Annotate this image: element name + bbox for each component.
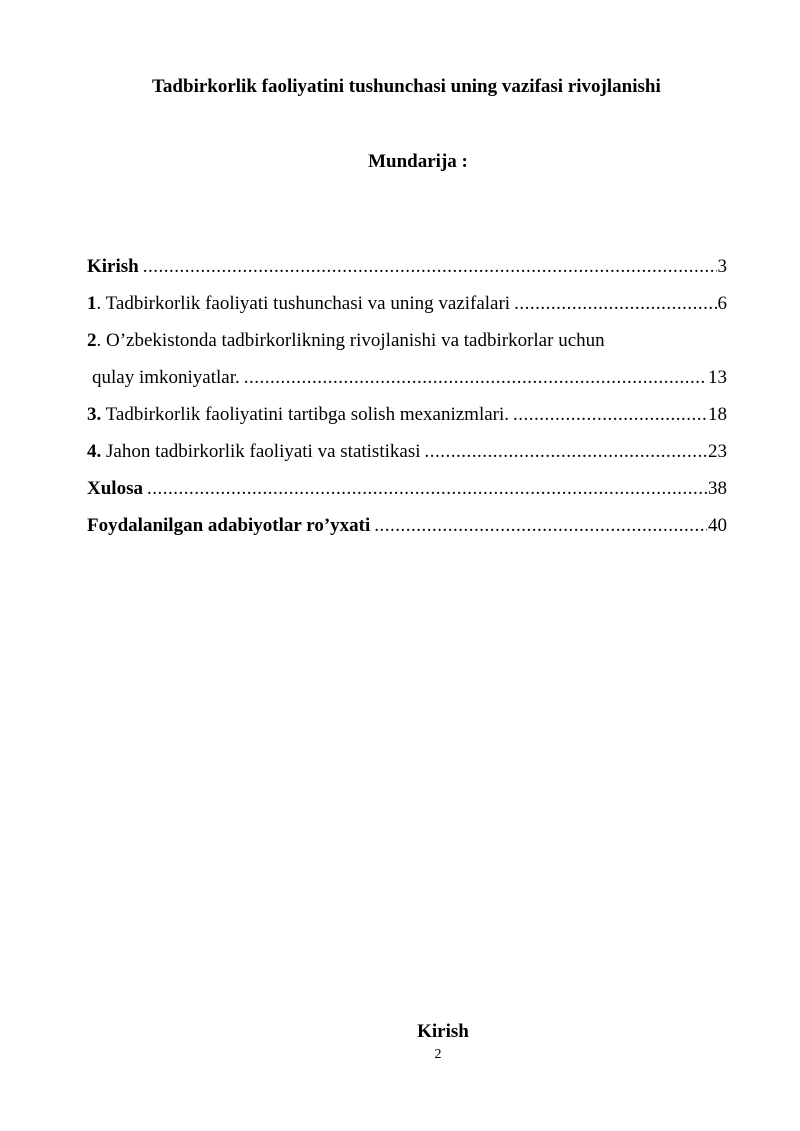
toc-entry-2-continuation[interactable] [87, 365, 727, 391]
toc-entry-1[interactable] [87, 291, 727, 317]
toc-entry-xulosa[interactable] [87, 476, 727, 502]
toc-entry-adabiyotlar[interactable] [87, 513, 727, 539]
toc-entry-label: qulay imkoniyatlar. [92, 367, 240, 388]
toc-page-number: 6 [717, 293, 727, 314]
toc-page-number: 3 [717, 256, 727, 277]
toc-entry-label: 1. Tadbirkorlik faoliyati tushunchasi va uning vazifalari [87, 293, 511, 314]
toc-page-number: 40 [708, 515, 727, 536]
toc-page-number: 13 [708, 367, 727, 388]
toc-heading-text: Mundarija [368, 151, 457, 172]
toc-page-number: 18 [708, 404, 727, 425]
toc-entry-label: 3. Tadbirkorlik faoliyatini tartibga solish mexanizmlari. [87, 404, 510, 425]
toc-entry-4[interactable] [87, 439, 727, 465]
toc-entry-3[interactable] [87, 402, 727, 428]
toc-leader-dots [143, 254, 717, 280]
toc-page-number: 38 [708, 478, 727, 499]
toc-leader-dots [374, 513, 707, 539]
page-number: 2 [434, 1047, 442, 1062]
section-heading-kirish: Kirish [417, 1021, 469, 1042]
toc-entry-kirish[interactable] [87, 254, 727, 280]
toc-leader-dots [244, 365, 707, 391]
toc-entry-label: Kirish [87, 256, 139, 277]
toc-page-number: 23 [708, 441, 727, 462]
toc-leader-dots [425, 439, 708, 465]
document-title: Tadbirkorlik faoliyatini tushunchasi uning vazifasi rivojlanishi [152, 76, 661, 97]
toc-heading-suffix: : [456, 151, 468, 172]
toc-entry-label: 2. O’zbekistonda tadbirkorlikning rivojlanishi va tadbirkorlar uchun [87, 330, 605, 351]
toc-leader-dots [513, 402, 707, 428]
toc-entry-label: Foydalanilgan adabiyotlar ro’yxati [87, 515, 371, 536]
toc-entry-2[interactable] [87, 328, 727, 354]
toc-leader-dots [147, 476, 707, 502]
toc-entry-label: Xulosa [87, 478, 143, 499]
table-of-contents [87, 254, 727, 550]
toc-leader-dots [514, 291, 716, 317]
toc-entry-label: 4. Jahon tadbirkorlik faoliyati va statistikasi [87, 441, 421, 462]
toc-heading [0, 151, 800, 173]
